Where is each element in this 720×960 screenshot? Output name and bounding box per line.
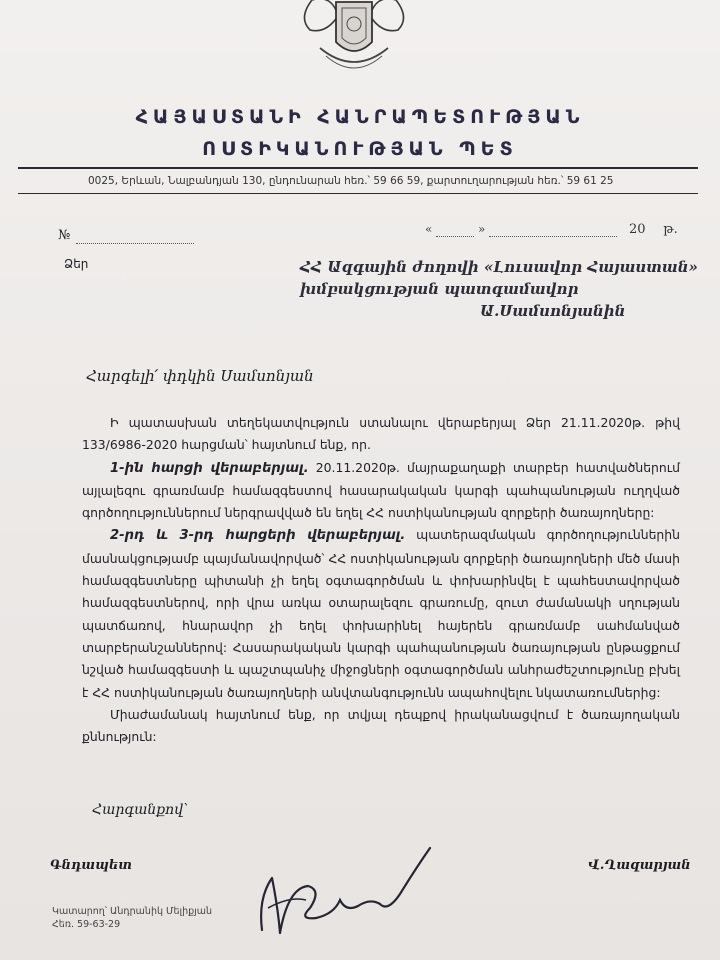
- question-1-heading: 1-ին հարցի վերաբերյալ.: [110, 460, 309, 476]
- body-paragraph-question-1: [82, 457, 680, 525]
- signer-name: Վ.Ղազարյան: [588, 858, 691, 873]
- coat-of-arms-emblem: [292, 0, 416, 78]
- contact-line: 0025, Երևան, Նալբանդյան 130, ընդունարան հեռ.՝ 59 66 59, քարտուղարության հեռ.՝ 59 61 25: [88, 175, 614, 187]
- questions-2-3-text: պատերազմական գործողություններին մասնակցությամբ պայմանավորված՝ ՀՀ ոստիկանության զորքերի ծառայողների մեծ մասի համազգեստները պիտանի չի եղել օգտագործման և փոխարինվել է պահեստավորված համազգեստներով, որի վրա առկա օտարալեզու գրառումը, զուտ ժամանակի սղության պատճառով, հնարավոր չի եղել փոխարինել հայերեն գրառմամբ սահմանված տարբերանշաններով: Հասարակական կարգի պահպանության ծառայության ընթացքում նշված համազգեստի և պաշտպանիչ միջոցների օգտագործման անհրաժեշտությունը բխել է ՀՀ ոստիկանության ծառայողների անվտանգությունն ապահովելու նկատառումներից:: [82, 527, 680, 700]
- addressee-block: [300, 256, 698, 322]
- date-field: [425, 222, 678, 237]
- contact-divider: [18, 193, 698, 194]
- institution-head-title: ՈՍՏԻԿԱՆՈՒԹՅԱՆ ՊԵՏ: [202, 138, 518, 160]
- day-blank: [436, 222, 474, 237]
- year-prefix: 20: [629, 222, 646, 237]
- addressee-line-1: ՀՀ Ազգային ժողովի «Լուսավոր Հայաստան»: [300, 258, 698, 276]
- signer-rank: Գնդապետ: [50, 858, 132, 873]
- reference-number-field: [58, 228, 194, 244]
- closing-phrase: Հարգանքով՝: [92, 802, 189, 818]
- number-blank: [76, 228, 194, 244]
- year-suffix: թ.: [663, 222, 678, 237]
- month-blank: [489, 222, 617, 237]
- executor-info: [52, 905, 212, 931]
- letter-body: [82, 412, 680, 748]
- body-paragraph-intro: Ի պատասխան տեղեկատվություն ստանալու վերաբերյալ Ձեր 21.11.2020թ. թիվ 133/6986-2020 հարցման՝ հայտնում ենք, որ.: [82, 415, 680, 453]
- salutation: Հարգելի՛ փդկին Սամսոնյան: [86, 367, 314, 385]
- executor-name: Կատարող՝ Անդրանիկ Մելիքյան: [52, 906, 213, 917]
- addressee-line-2: խմբակցության պատգամավոր: [300, 280, 579, 298]
- your-reference-label: Ձեր: [64, 257, 89, 271]
- date-open-quote: «: [425, 222, 433, 236]
- handwritten-signature: [250, 838, 450, 948]
- institution-name: ՀԱՅԱՍՏԱՆԻ ՀԱՆՐԱՊԵՏՈՒԹՅԱՆ: [135, 106, 585, 128]
- question-1-text: 20.11.2020թ. մայրաքաղաքի տարբեր հատվածներում այլալեզու գրառմամբ համազգեստով հասարակական կարգի պահպանության ուղղված գործողություններում ներգրավված են եղել ՀՀ ոստիկանության զորքերի ծառայողները:: [82, 459, 680, 521]
- number-label: №: [58, 228, 71, 243]
- header-divider: [18, 167, 698, 169]
- addressee-name: Ա.Սամսոնյանին: [480, 302, 626, 320]
- questions-2-3-heading: 2-րդ և 3-րդ հարցերի վերաբերյալ.: [110, 528, 406, 544]
- date-close-quote: »: [478, 222, 486, 236]
- body-paragraph-investigation: Միաժամանակ հայտնում ենք, որ տվյալ դեպքով իրականացվում է ծառայողական քննություն:: [82, 706, 680, 745]
- executor-phone: Հեռ. 59-63-29: [52, 919, 121, 930]
- body-paragraph-questions-2-3: [82, 524, 680, 703]
